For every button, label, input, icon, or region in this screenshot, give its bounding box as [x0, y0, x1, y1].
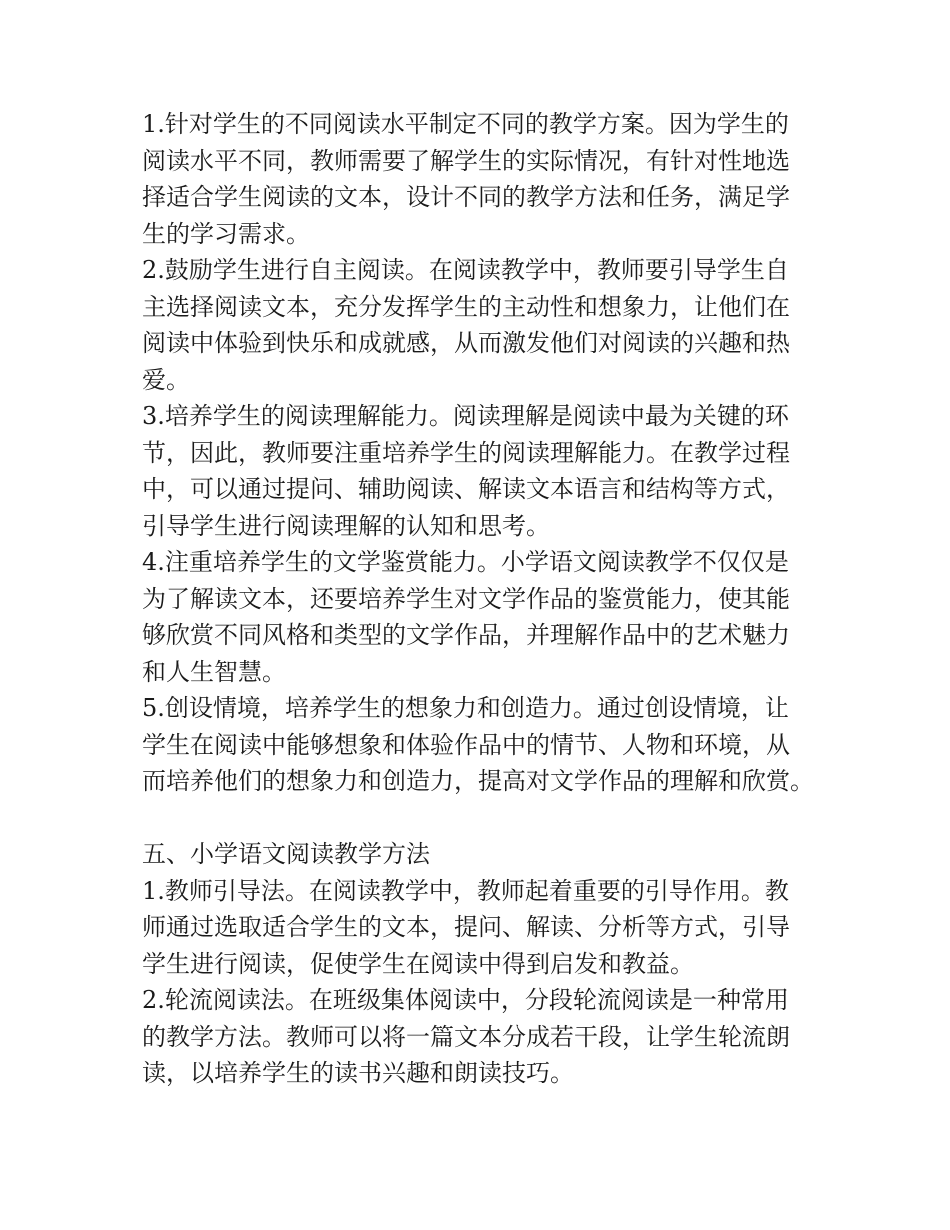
text-line: 读，以培养学生的读书兴趣和朗读技巧。: [142, 1059, 574, 1087]
text-line: 2.鼓励学生进行自主阅读。在阅读教学中，教师要引导学生自: [142, 256, 789, 284]
text-line: 爱。: [142, 365, 190, 394]
text-line: 生的学习需求。: [142, 219, 310, 248]
text-line: 够欣赏不同风格和类型的文学作品，并理解作品中的艺术魅力: [142, 621, 790, 649]
text-line: 引导学生进行阅读理解的认知和思考。: [142, 511, 550, 540]
text-line: 4.注重培养学生的文学鉴赏能力。小学语文阅读教学不仅仅是: [142, 548, 789, 576]
text-line: 2.轮流阅读法。在班级集体阅读中，分段轮流阅读是一种常用: [142, 986, 789, 1014]
text-line: 1.针对学生的不同阅读水平制定不同的教学方案。因为学生的: [142, 110, 789, 138]
text-line: 而培养他们的想象力和创造力，提高对文学作品的理解和欣赏。: [142, 767, 814, 795]
text-line: 和人生智慧。: [142, 657, 286, 686]
text-line: 3.培养学生的阅读理解能力。阅读理解是阅读中最为关键的环: [142, 402, 789, 430]
text-line: 择适合学生阅读的文本，设计不同的教学方法和任务，满足学: [142, 183, 790, 211]
section-heading: 五、小学语文阅读教学方法: [142, 840, 430, 868]
methods-list: [142, 873, 842, 1092]
paragraph-gap: [142, 800, 842, 837]
text-line: 5.创设情境，培养学生的想象力和创造力。通过创设情境，让: [142, 694, 789, 722]
document-body: [142, 106, 842, 1092]
text-line: 学生进行阅读，促使学生在阅读中得到启发和教益。: [142, 949, 694, 978]
principles-list: [142, 106, 842, 800]
text-line: 主选择阅读文本，充分发挥学生的主动性和想象力，让他们在: [142, 292, 790, 321]
text-line: 中，可以通过提问、辅助阅读、解读文本语言和结构等方式，: [142, 475, 790, 503]
text-line: 为了解读文本，还要培养学生对文学作品的鉴赏能力，使其能: [142, 584, 790, 613]
text-line: 师通过选取适合学生的文本，提问、解读、分析等方式，引导: [142, 913, 790, 941]
text-line: 节，因此，教师要注重培养学生的阅读理解能力。在教学过程: [142, 438, 790, 467]
text-line: 阅读水平不同，教师需要了解学生的实际情况，有针对性地选: [142, 146, 790, 175]
text-line: 阅读中体验到快乐和成就感，从而激发他们对阅读的兴趣和热: [142, 329, 790, 357]
text-line: 1.教师引导法。在阅读教学中，教师起着重要的引导作用。教: [142, 876, 789, 905]
text-line: 的教学方法。教师可以将一篇文本分成若干段，让学生轮流朗: [142, 1022, 790, 1051]
text-line: 学生在阅读中能够想象和体验作品中的情节、人物和环境，从: [142, 730, 790, 759]
